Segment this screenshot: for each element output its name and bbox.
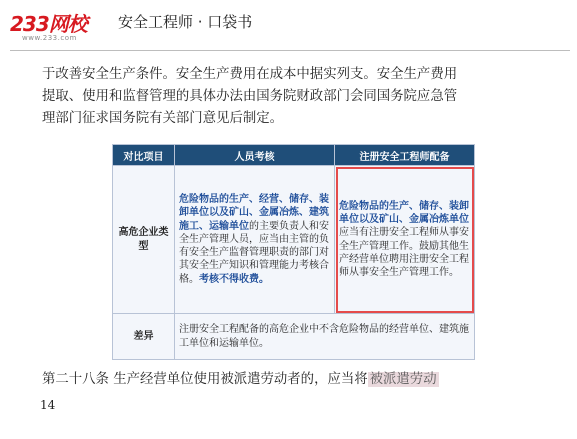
engineer-scope-text: 危险物品的生产、储存、装卸单位以及矿山、金属冶炼单位: [339, 200, 469, 226]
page-number: 14: [40, 398, 56, 412]
personnel-fee-text: 考核不得收费。: [199, 273, 269, 285]
intro-line: 理部门征求国务院有关部门意见后制定。: [42, 111, 284, 126]
logo-text: 233网校: [10, 12, 87, 36]
personnel-body-text: 的主要负责人和安全生产管理人员，应当由主管的负有安全生产监督管理职责的部门对其安全生产知识和管理能力考核合格。: [179, 220, 329, 285]
intro-line: 于改善安全生产条件。安全生产费用在成本中据实列支。安全生产费用: [42, 67, 458, 82]
row-label: 高危企业类型: [113, 166, 175, 314]
personnel-scope-text: 危险物品的生产、经营、储存、装卸单位以及矿山、金属冶炼、建筑施工、运输单位: [179, 194, 329, 232]
page-header: [10, 6, 570, 54]
column-header: 人员考核: [175, 145, 335, 166]
book-title: 安全工程师 · 口袋书: [118, 13, 253, 31]
table-row: [113, 314, 475, 360]
engineer-cell: [335, 166, 475, 314]
brand-logo: [10, 6, 114, 46]
table-row: [113, 166, 475, 314]
column-header: 对比项目: [113, 145, 175, 166]
intro-paragraph: [42, 64, 522, 130]
article-text: 第二十八条 生产经营单位使用被派遣劳动者的，应当将: [42, 372, 368, 387]
header-divider: [10, 50, 570, 51]
difference-cell: 注册安全工程配备的高危企业中不含危险物品的经营单位、建筑施工单位和运输单位。: [175, 314, 475, 360]
comparison-table: [112, 144, 475, 360]
article-28-paragraph: [42, 368, 522, 387]
column-header: 注册安全工程师配备: [335, 145, 475, 166]
intro-line: 提取、使用和监督管理的具体办法由国务院财政部门会同国务院应急管: [42, 89, 458, 104]
engineer-body-text: 应当有注册安全工程师从事安全生产管理工作。鼓励其他生产经营单位聘用注册安全工程师从事安全生产管理工作。: [339, 227, 469, 278]
logo-url: www.233.com: [22, 34, 77, 42]
personnel-cell: [175, 166, 335, 314]
highlighted-text: 被派遣劳动: [369, 372, 437, 387]
table-header-row: [113, 145, 475, 166]
row-label: 差异: [113, 314, 175, 360]
